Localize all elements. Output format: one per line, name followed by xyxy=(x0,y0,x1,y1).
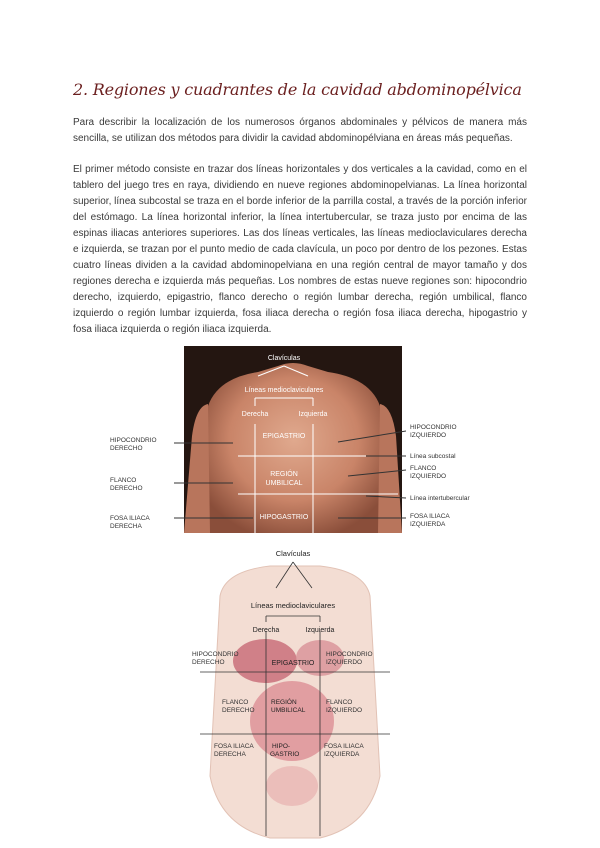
fig2-epigastrio-label: EPIGASTRIO xyxy=(271,660,315,667)
fig2-hip-izq-label-2: IZQUIERDO xyxy=(326,659,363,666)
fig1-left-label: Izquierda xyxy=(298,411,328,418)
paragraph-line: derecha e izquierda, se trazan por el punto medio de cada clavícula, un poco por dentro de los xyxy=(73,228,527,255)
fig1-umbilical-label-1: REGIÓN xyxy=(270,471,298,478)
paragraph-line: flanco izquierdo o región lumbar izquierda, fosa iliaca derecha o región fosa iliaca derecha, xyxy=(73,292,527,319)
fig1-umbilical-label-2: UMBILICAL xyxy=(265,480,303,487)
organs-regions-figure xyxy=(180,546,410,842)
fig1-hip-izq-label-2: IZQUIERDO xyxy=(410,432,447,439)
intestines-shape xyxy=(250,681,334,761)
paragraph-line: sencilla, se utilizan dos métodos para dividir la cavidad abdominopélviana en áreas más pequeñas. xyxy=(73,133,513,144)
fig1-epigastrio-label: EPIGASTRIO xyxy=(262,433,306,440)
fig1-flanco-der-label-1: FLANCO xyxy=(110,477,137,484)
fig2-fosa-izq-label-1: FOSA ILIACA xyxy=(324,743,364,750)
fig2-hip-izq-label-1: HIPOCONDRIO xyxy=(326,651,373,658)
fig2-fosa-der-label-1: FOSA ILIACA xyxy=(214,743,254,750)
fig1-flanco-der-label-2: DERECHO xyxy=(110,485,143,492)
fig1-hip-izq-label-1: HIPOCONDRIO xyxy=(410,424,457,431)
intro-paragraph xyxy=(73,115,527,147)
paragraph-line: inferior del estómago. La línea horizontal inferior, la línea intertubercular, se traza justo por encima xyxy=(73,196,527,223)
paragraph-line: tamaño y dos regiones derecha e izquierda más pequeñas. Los nombres de estas nueve regiones son: xyxy=(73,260,527,287)
fig1-subcostal-label: Línea subcostal xyxy=(410,453,456,460)
fig1-intertubercular-label: Línea intertubercular xyxy=(410,495,470,502)
fig2-right-label: Derecha xyxy=(252,627,280,634)
paragraph-line: Para describir la localización de los numerosos órganos abdominales y pélvicos de manera más xyxy=(73,117,527,128)
fig1-hip-der-label-1: HIPOCONDRIO xyxy=(110,437,157,444)
paragraph-line: superior, línea subcostal se traza en el borde inferior de la parrilla costal, a través de la porción xyxy=(73,196,497,207)
fig1-flanco-izq-label-2: IZQUIERDO xyxy=(410,473,447,480)
fig2-left-label: Izquierda xyxy=(305,627,335,634)
fig1-right-label: Derecha xyxy=(241,411,269,418)
bladder-shape xyxy=(266,766,318,806)
paragraph-line: hipogastrio y fosa iliaca izquierda o región iliaca izquierda. xyxy=(73,308,528,335)
fig2-fosa-izq-label-2: IZQUIERDA xyxy=(324,751,360,758)
torso-regions-figure xyxy=(108,346,492,536)
fig2-flanco-der-label-1: FLANCO xyxy=(222,699,249,706)
fig2-midclavicular-label: Líneas medioclaviculares xyxy=(250,601,336,610)
method-paragraph xyxy=(73,162,527,338)
fig2-hip-der-label-2: DERECHO xyxy=(192,659,225,666)
fig1-flanco-izq-label-1: FLANCO xyxy=(410,465,437,472)
fig2-umbilical-label-2: UMBILICAL xyxy=(271,707,306,714)
fig1-clavicles-label: Clavículas xyxy=(267,355,301,362)
fig1-fosa-izq-label-1: FOSA ILIACA xyxy=(410,513,450,520)
paragraph-line: de las espinas iliacas anteriores superiores. Las dos líneas verticales, las líneas medioclaviculares xyxy=(73,212,527,239)
fig1-hip-der-label-2: DERECHO xyxy=(110,445,143,452)
fig1-fosa-der-label-2: DERECHA xyxy=(110,523,142,530)
fig2-hipogastrio-label-2: GASTRIO xyxy=(270,751,300,758)
section-heading: 2. Regiones y cuadrantes de la cavidad abdominopélvica xyxy=(73,80,522,99)
fig1-midclavicular-label: Líneas medioclaviculares xyxy=(244,387,324,394)
fig2-hipogastrio-label-1: HIPO- xyxy=(272,743,291,750)
fig2-hip-der-label-1: HIPOCONDRIO xyxy=(192,651,239,658)
fig2-flanco-izq-label-1: FLANCO xyxy=(326,699,353,706)
paragraph-line: El primer método consiste en trazar dos líneas horizontales y dos verticales a la cavidad, como en el xyxy=(73,164,527,175)
fig2-flanco-der-label-2: DERECHO xyxy=(222,707,255,714)
paragraph-line: tablero del juego tres en raya, dividiendo en nueve regiones abdominopelvianas. La línea horizontal xyxy=(73,180,527,191)
fig2-flanco-izq-label-2: IZQUIERDO xyxy=(326,707,363,714)
fig2-clavicles-label: Clavículas xyxy=(275,549,311,558)
fig2-fosa-der-label-2: DERECHA xyxy=(214,751,246,758)
paragraph-line: hipocondrio derecho, izquierdo, epigastrio, flanco derecho o región lumbar derecha, región umbilical, xyxy=(73,276,527,303)
fig1-fosa-der-label-1: FOSA ILIACA xyxy=(110,515,150,522)
paragraph-line: pezones. Estas cuatro líneas dividen a la cavidad abdominopelviana en una región central de mayor xyxy=(73,244,527,271)
fig1-hipogastrio-label: HIPOGASTRIO xyxy=(259,514,309,521)
fig1-fosa-izq-label-2: IZQUIERDA xyxy=(410,521,446,528)
fig2-umbilical-label-1: REGIÓN xyxy=(271,699,297,706)
